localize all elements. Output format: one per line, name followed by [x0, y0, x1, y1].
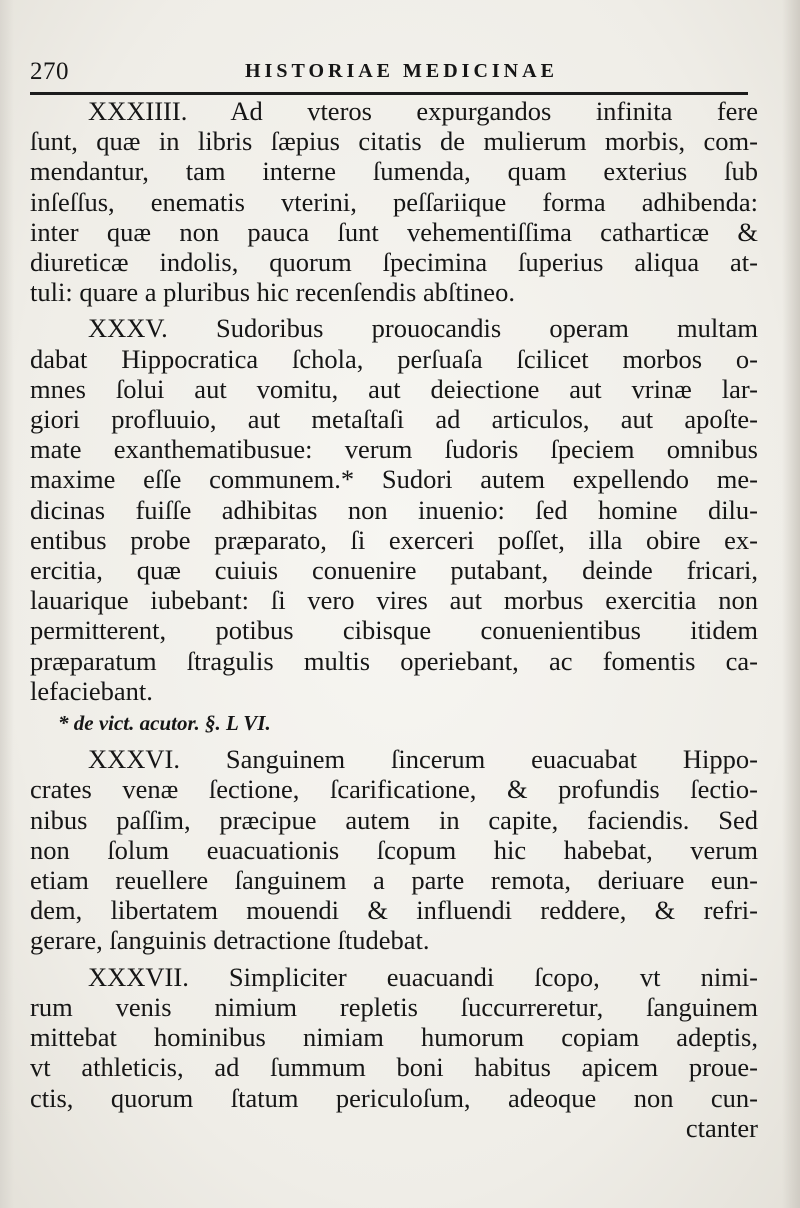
text-line: mnes ſolui aut vomitu, aut deiectione aut vrinæ lar- [30, 373, 758, 404]
text-line: giori profluuio, aut metaſtaſi ad articulos, aut apoſte- [30, 404, 758, 435]
running-title: HISTORIAE MEDICINAE [245, 60, 558, 82]
text-line: etiam reuellere ſanguinem a parte remota, deriuare eun- [30, 865, 758, 896]
page-number: 270 [30, 58, 69, 85]
text-line: permitterent, potibus cibisque conuenientibus itidem [30, 615, 758, 646]
text-line: XXXIIII. Ad vteros expurgandos infinita fere [88, 96, 758, 126]
text-line: diureticæ indolis, quorum ſpecimina ſuperius aliqua at- [30, 247, 758, 278]
text-line: nibus paſſim, præcipue autem in capite, faciendis. Sed [30, 804, 758, 835]
text-line: XXXV. Sudoribus prouocandis operam multam [88, 313, 758, 344]
text-line: præparatum ſtragulis multis operiebant, ac fomentis ca- [30, 645, 758, 676]
text-line: XXXVI. Sanguinem ſincerum euacuabat Hippo- [88, 744, 758, 775]
page-edge-shadow-right [782, 0, 800, 1208]
text-line: vt athleticis, ad ſummum boni habitus apicem proue- [30, 1052, 758, 1083]
text-line: crates venæ ſectione, ſcarificatione, & profundis ſectio- [30, 774, 758, 805]
text-line: dabat Hippocratica ſchola, perſuaſa ſcilicet morbos o- [30, 343, 758, 374]
text-line: maxime eſſe communem.* Sudori autem expellendo me- [30, 464, 758, 495]
text-line: gerare, ſanguinis detractione ſtudebat. [30, 925, 430, 956]
text-line: ercitia, quæ cuiuis conuenire putabant, deinde fricari, [30, 555, 758, 586]
text-line: dicinas fuiſſe adhibitas non inuenio: ſed homine dilu- [30, 494, 758, 525]
footnote: * de vict. acutor. §. L VI. [58, 711, 271, 736]
text-line: mittebat hominibus nimiam humorum copiam adeptis, [30, 1022, 758, 1053]
header-rule [30, 92, 748, 95]
catchword: ctanter [685, 1112, 758, 1143]
page-edge-shadow-left [0, 0, 14, 1208]
text-line: mate exanthematibusue: verum ſudoris ſpeciem omnibus [30, 434, 758, 465]
text-line: ſunt, quæ in libris ſæpius citatis de mulierum morbis, com- [30, 126, 758, 157]
text-line: XXXVII. Simpliciter euacuandi ſcopo, vt nimi- [88, 961, 758, 992]
text-line: lauarique iubebant: ſi vero vires aut morbus exercitia non [30, 585, 758, 616]
text-line: entibus probe præparato, ſi exerceri poſſet, illa obire ex- [30, 524, 758, 555]
text-line: mendantur, tam interne ſumenda, quam exterius ſub [30, 156, 758, 187]
text-line: tuli: quare a pluribus hic recenſendis abſtineo. [30, 277, 515, 308]
catchword-row [30, 1113, 758, 1143]
running-head [30, 58, 750, 88]
text-line: non ſolum euacuationis ſcopum hic habebat, verum [30, 834, 758, 865]
text-line: rum venis nimium repletis ſuccurreretur, ſanguinem [30, 991, 758, 1022]
text-line: inter quæ non pauca ſunt vehementiſſima catharticæ & [30, 216, 758, 247]
text-line: ctis, quorum ſtatum periculoſum, adeoque non cun- [30, 1082, 758, 1113]
text-line: inſeſſus, enematis vterini, peſſariique forma adhibenda: [30, 186, 758, 217]
text-line: lefaciebant. [30, 675, 153, 706]
main-text [30, 96, 766, 1143]
text-line: dem, libertatem mouendi & influendi reddere, & refri- [30, 895, 758, 926]
